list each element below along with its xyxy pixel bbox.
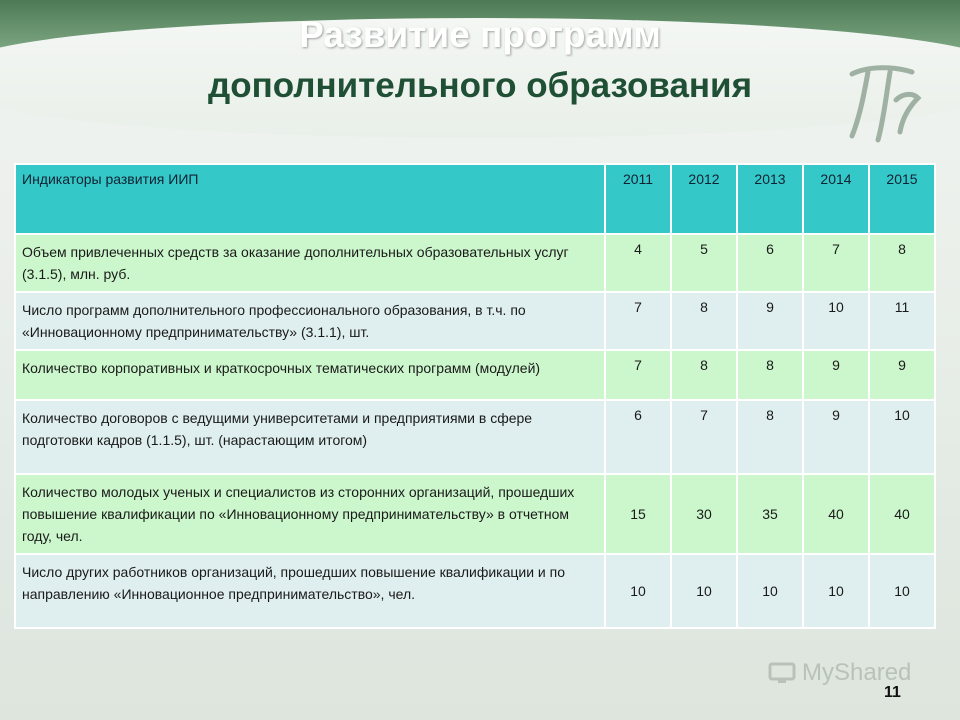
slide-subtitle: дополнительного образования [207,66,752,105]
table-row [15,350,935,400]
row-value: 10 [737,554,803,628]
row-value: 10 [803,554,869,628]
slide-title: Развитие программ [299,14,661,55]
row-label: Количество молодых ученых и специалистов из сторонних организаций, прошедших повышение квалификации по «Инновационному предпринимательству» в отчетном году, чел. [15,474,605,554]
header-year-2011: 2011 [605,164,671,234]
row-value: 10 [869,400,935,474]
header-indicators: Индикаторы развития ИИП [15,164,605,234]
table-row [15,234,935,292]
header-year-2012: 2012 [671,164,737,234]
row-value: 4 [605,234,671,292]
row-value: 8 [737,350,803,400]
university-logo-icon [838,56,928,146]
header-year-2014: 2014 [803,164,869,234]
indicators-table [14,163,936,629]
row-value: 7 [803,234,869,292]
row-value: 8 [869,234,935,292]
row-value: 5 [671,234,737,292]
row-value: 6 [737,234,803,292]
row-value: 8 [671,292,737,350]
row-label: Число программ дополнительного профессионального образования, в т.ч. по «Инновационному предпринимательству» (3.1.1), шт. [15,292,605,350]
row-value: 9 [803,350,869,400]
row-value: 10 [605,554,671,628]
row-value: 10 [803,292,869,350]
row-value: 9 [737,292,803,350]
table-row [15,400,935,474]
row-label: Количество корпоративных и краткосрочных тематических программ (модулей) [15,350,605,400]
table-row [15,474,935,554]
row-label: Объем привлеченных средств за оказание дополнительных образовательных услуг (3.1.5), млн. руб. [15,234,605,292]
row-label: Количество договоров с ведущими университетами и предприятиями в сфере подготовки кадров (1.1.5), шт. (нарастающим итогом) [15,400,605,474]
row-value: 7 [671,400,737,474]
row-value: 7 [605,350,671,400]
row-value: 9 [869,350,935,400]
table-row [15,554,935,628]
row-value: 8 [671,350,737,400]
myshared-logo-icon [768,661,796,685]
row-value: 7 [605,292,671,350]
table-header-row [15,164,935,234]
row-value: 10 [671,554,737,628]
row-value: 8 [737,400,803,474]
watermark-text: MyShared [802,659,912,686]
row-value: 6 [605,400,671,474]
row-value: 30 [671,474,737,554]
table-row [15,292,935,350]
row-value: 35 [737,474,803,554]
row-value: 11 [869,292,935,350]
row-value: 15 [605,474,671,554]
row-value: 40 [869,474,935,554]
row-value: 9 [803,400,869,474]
row-label: Число других работников организаций, прошедших повышение квалификации и по направлению «Инновационное предпринимательство», чел. [15,554,605,628]
header-year-2013: 2013 [737,164,803,234]
row-value: 10 [869,554,935,628]
header-year-2015: 2015 [869,164,935,234]
row-value: 40 [803,474,869,554]
page-number: 11 [884,684,901,701]
